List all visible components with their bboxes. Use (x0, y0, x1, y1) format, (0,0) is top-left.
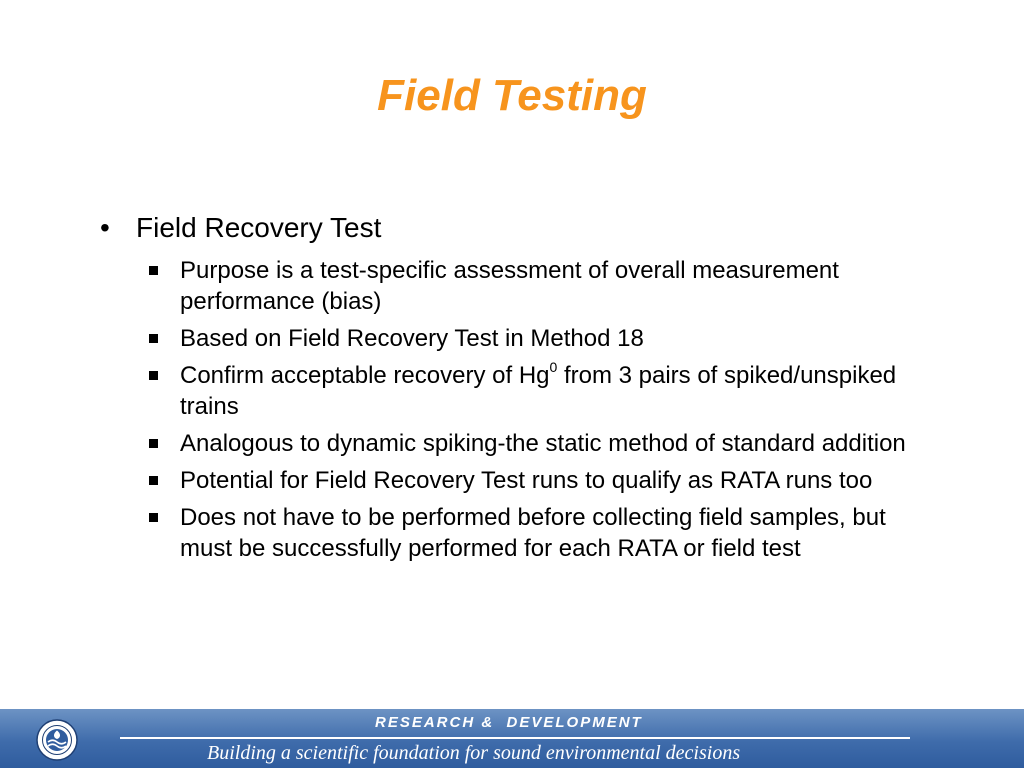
footer-banner (0, 709, 1024, 768)
sub-bullet-text-after: from 3 pairs of spiked/unspiked trains (180, 362, 897, 420)
sub-bullet-text: Does not have to be performed before collecting field samples, but must be successfully performed for each RATA or field test (180, 504, 886, 562)
sub-bullet-item (100, 502, 920, 564)
slide-title: Field Testing (377, 71, 647, 120)
sub-bullet-item (100, 360, 920, 422)
sub-bullet-item (100, 465, 920, 496)
sub-bullet-text: Based on Field Recovery Test in Method 18 (180, 325, 644, 352)
square-bullet-icon (149, 371, 158, 380)
slide-body (100, 209, 920, 570)
footer-tagline: Building a scientific foundation for sound environmental decisions (207, 742, 741, 764)
sub-bullet-item (100, 255, 920, 317)
square-bullet-icon (149, 439, 158, 448)
footer-divider (120, 737, 910, 739)
sub-bullet-text: Potential for Field Recovery Test runs to qualify as RATA runs too (180, 467, 873, 494)
sub-bullet-superscript: 0 (549, 359, 558, 375)
square-bullet-icon (149, 266, 158, 275)
main-bullet (100, 209, 920, 247)
agency-seal-icon (36, 719, 78, 761)
square-bullet-icon (149, 334, 158, 343)
footer-heading: RESEARCH & DEVELOPMENT (375, 714, 643, 731)
square-bullet-icon (149, 476, 158, 485)
sub-bullet-text: Purpose is a test-specific assessment of overall measurement performance (bias) (180, 257, 839, 315)
main-bullet-text: Field Recovery Test (136, 212, 382, 243)
sub-bullet-text-before: Confirm acceptable recovery of Hg (180, 362, 550, 389)
sub-bullet-list (100, 255, 920, 564)
square-bullet-icon (149, 513, 158, 522)
sub-bullet-item (100, 428, 920, 459)
sub-bullet-text: Analogous to dynamic spiking-the static method of standard addition (180, 430, 906, 457)
sub-bullet-item (100, 323, 920, 354)
bullet-marker: • (100, 212, 110, 243)
